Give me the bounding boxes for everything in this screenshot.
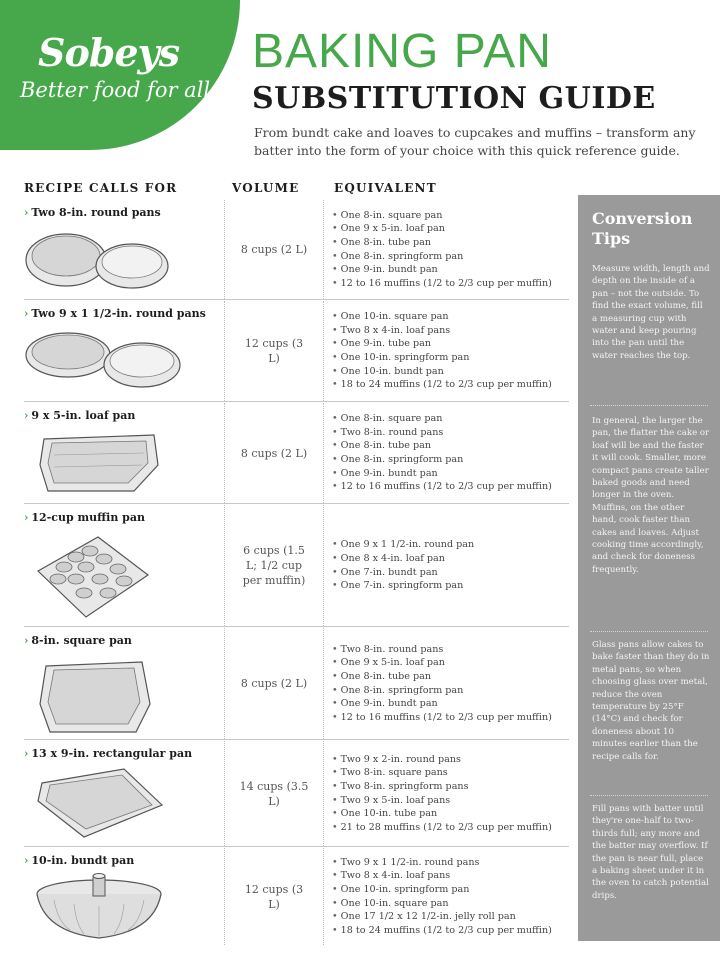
page-title: BAKING PAN bbox=[252, 25, 552, 78]
equivalents-list bbox=[332, 505, 572, 626]
list-item: • 12 to 16 muffins (1/2 to 2/3 cup per muffin) bbox=[332, 277, 572, 291]
list-item: • One 9-in. bundt pan bbox=[332, 467, 572, 481]
tip-text: Measure width, length and depth on the inside of a pan – not the outside. To find the exact volume, fill a measuring cup with water and keep pouring into the pan until the water reaches the top. bbox=[592, 264, 710, 361]
intro-text: From bundt cake and loaves to cupcakes and muffins – transform any batter into the form of your choice with this quick reference guide. bbox=[254, 125, 696, 158]
tip-text: In general, the larger the pan, the flatter the cake or loaf will be and the faster it will cook. Smaller, more compact pans create taller baked goods and need longer in the oven. Muffins, on the other hand, cook faster than cakes and loaves. Adjust cooking time accordingly, and check for doneness frequently. bbox=[592, 416, 710, 575]
bundt-pan-icon bbox=[24, 870, 224, 946]
list-item: • One 8-in. tube pan bbox=[332, 236, 572, 250]
loaf-pan-icon bbox=[24, 425, 224, 501]
list-item: • One 17 1/2 x 12 1/2-in. jelly roll pan bbox=[332, 910, 572, 924]
round-pans-icon bbox=[24, 323, 224, 397]
pan-name: › Two 8-in. round pans bbox=[24, 206, 161, 219]
list-item: • Two 9 x 5-in. loaf pans bbox=[332, 794, 572, 808]
chevron-right-icon: › bbox=[24, 747, 29, 760]
chevron-right-icon: › bbox=[24, 307, 29, 320]
list-item: • One 8-in. springform pan bbox=[332, 684, 572, 698]
chevron-right-icon: › bbox=[24, 511, 29, 524]
list-item: • Two 9 x 1 1/2-in. round pans bbox=[332, 856, 572, 870]
volume-value: 8 cups (2 L) bbox=[224, 403, 324, 503]
divider bbox=[590, 631, 708, 632]
list-item: • 21 to 28 muffins (1/2 to 2/3 cup per muffin) bbox=[332, 821, 572, 835]
tip-text: Glass pans allow cakes to bake faster than they do in metal pans, so when choosing glass over metal, reduce the oven temperature by 25°F (14°C) and check for doneness about 10 minutes earlier than the recipe calls for. bbox=[592, 640, 710, 762]
list-item: • One 8-in. tube pan bbox=[332, 439, 572, 453]
rectangular-pan-icon bbox=[24, 765, 224, 845]
table-row bbox=[24, 403, 569, 504]
table-row bbox=[24, 200, 569, 300]
volume-value: 8 cups (2 L) bbox=[224, 628, 324, 739]
brand-banner bbox=[0, 0, 240, 150]
volume-value: 8 cups (2 L) bbox=[224, 200, 324, 299]
list-item: • One 10-in. square pan bbox=[332, 897, 572, 911]
list-item: • 12 to 16 muffins (1/2 to 2/3 cup per muffin) bbox=[332, 480, 572, 494]
pan-name: › Two 9 x 1 1/2-in. round pans bbox=[24, 307, 206, 320]
page-subtitle: SUBSTITUTION GUIDE bbox=[252, 81, 656, 116]
column-header-equivalent: EQUIVALENT bbox=[334, 181, 437, 195]
equivalents-list bbox=[332, 200, 572, 299]
list-item: • One 8-in. springform pan bbox=[332, 250, 572, 264]
list-item: • One 10-in. bundt pan bbox=[332, 365, 572, 379]
tips-title: Conversion Tips bbox=[592, 209, 693, 248]
column-header-volume: VOLUME bbox=[232, 181, 300, 195]
brand-logo: Sobeys bbox=[38, 30, 180, 75]
pan-name: › 13 x 9-in. rectangular pan bbox=[24, 747, 193, 760]
tip-text: Fill pans with batter until they're one-half to two-thirds full; any more and the batter may overflow. If the pan is near full, place a baking sheet under it in the oven to catch potential drips. bbox=[592, 804, 709, 901]
list-item: • One 10-in. tube pan bbox=[332, 807, 572, 821]
pan-name: › 10-in. bundt pan bbox=[24, 854, 135, 867]
table-row bbox=[24, 301, 569, 402]
table-row bbox=[24, 741, 569, 847]
table-row bbox=[24, 505, 569, 627]
equivalents-list bbox=[332, 403, 572, 503]
chevron-right-icon: › bbox=[24, 854, 29, 867]
list-item: • Two 9 x 2-in. round pans bbox=[332, 753, 572, 767]
list-item: • Two 8 x 4-in. loaf pans bbox=[332, 869, 572, 883]
list-item: • One 9 x 1 1/2-in. round pan bbox=[332, 538, 572, 552]
equivalents-list bbox=[332, 301, 572, 401]
pan-name: › 8-in. square pan bbox=[24, 634, 132, 647]
table-row bbox=[24, 628, 569, 740]
list-item: • One 9 x 5-in. loaf pan bbox=[332, 656, 572, 670]
chevron-right-icon: › bbox=[24, 206, 29, 219]
list-item: • Two 8-in. round pans bbox=[332, 643, 572, 657]
volume-value: 12 cups (3 L) bbox=[224, 301, 324, 401]
volume-value: 6 cups (1.5 L; 1/2 cup per muffin) bbox=[224, 505, 324, 626]
list-item: • 18 to 24 muffins (1/2 to 2/3 cup per muffin) bbox=[332, 378, 572, 392]
list-item: • Two 8-in. round pans bbox=[332, 426, 572, 440]
list-item: • One 8-in. tube pan bbox=[332, 670, 572, 684]
list-item: • One 10-in. springform pan bbox=[332, 351, 572, 365]
equivalents-list bbox=[332, 848, 572, 945]
list-item: • One 7-in. springform pan bbox=[332, 579, 572, 593]
volume-value: 14 cups (3.5 L) bbox=[224, 741, 324, 846]
equivalents-list bbox=[332, 628, 572, 739]
list-item: • One 10-in. square pan bbox=[332, 310, 572, 324]
pan-name: › 9 x 5-in. loaf pan bbox=[24, 409, 136, 422]
list-item: • One 10-in. springform pan bbox=[332, 883, 572, 897]
pan-name: › 12-cup muffin pan bbox=[24, 511, 145, 524]
list-item: • 12 to 16 muffins (1/2 to 2/3 cup per muffin) bbox=[332, 711, 572, 725]
divider bbox=[590, 795, 708, 796]
conversion-tips-panel bbox=[578, 195, 720, 941]
list-item: • One 8-in. springform pan bbox=[332, 453, 572, 467]
chevron-right-icon: › bbox=[24, 409, 29, 422]
chevron-right-icon: › bbox=[24, 634, 29, 647]
brand-tagline: Better food for all. bbox=[20, 78, 217, 102]
list-item: • One 9-in. bundt pan bbox=[332, 697, 572, 711]
list-item: • One 9-in. tube pan bbox=[332, 337, 572, 351]
list-item: • One 7-in. bundt pan bbox=[332, 566, 572, 580]
list-item: • 18 to 24 muffins (1/2 to 2/3 cup per muffin) bbox=[332, 924, 572, 938]
volume-value: 12 cups (3 L) bbox=[224, 848, 324, 945]
divider bbox=[590, 405, 708, 406]
table-row bbox=[24, 848, 569, 945]
muffin-pan-icon bbox=[24, 531, 224, 625]
list-item: • Two 8 x 4-in. loaf pans bbox=[332, 324, 572, 338]
list-item: • One 9-in. bundt pan bbox=[332, 263, 572, 277]
list-item: • Two 8-in. springform pans bbox=[332, 780, 572, 794]
square-pan-icon bbox=[24, 652, 224, 740]
equivalents-list bbox=[332, 741, 572, 846]
column-header-recipe: RECIPE CALLS FOR bbox=[24, 181, 178, 195]
list-item: • One 9 x 5-in. loaf pan bbox=[332, 222, 572, 236]
list-item: • One 8 x 4-in. loaf pan bbox=[332, 552, 572, 566]
round-pans-icon bbox=[24, 222, 224, 296]
list-item: • One 8-in. square pan bbox=[332, 209, 572, 223]
list-item: • One 8-in. square pan bbox=[332, 412, 572, 426]
list-item: • Two 8-in. square pans bbox=[332, 766, 572, 780]
